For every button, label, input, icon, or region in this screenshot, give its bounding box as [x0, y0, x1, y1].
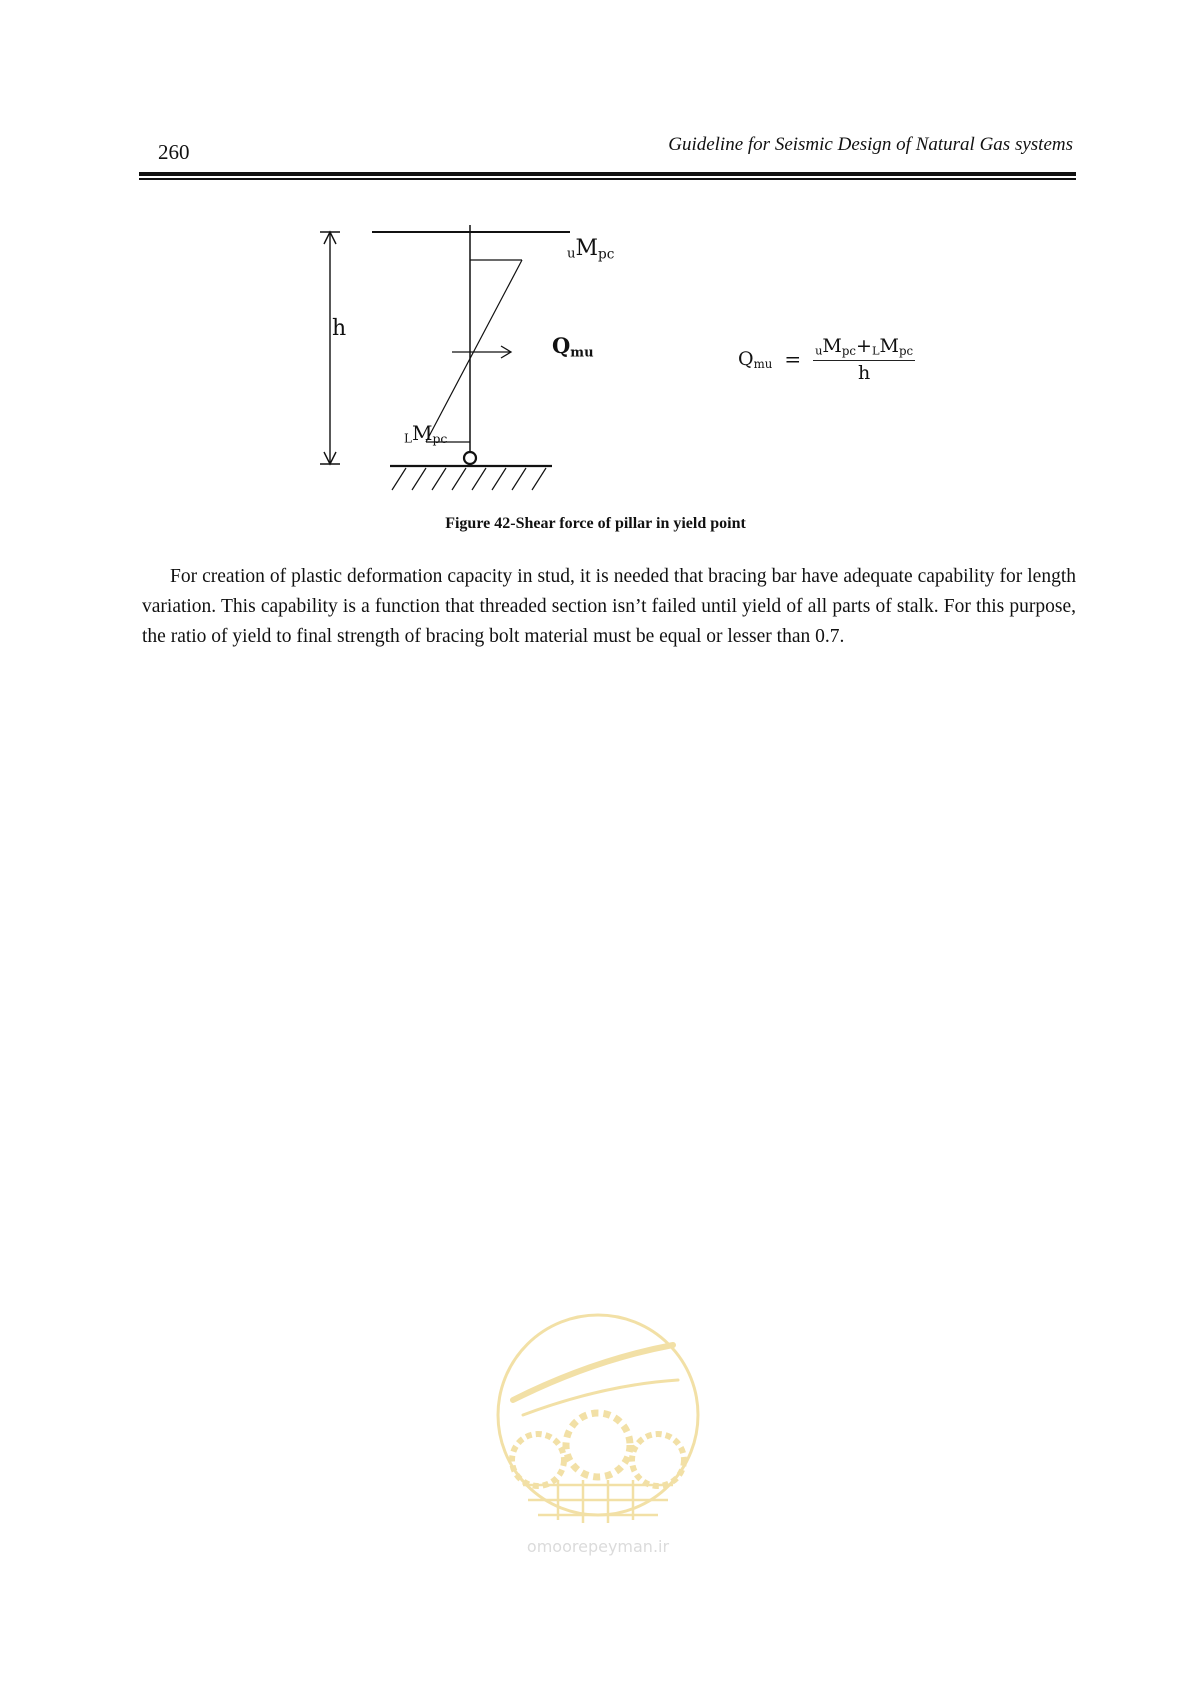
header-rule-thin [139, 178, 1076, 180]
numerator-prefix-2: L [871, 343, 880, 358]
equation-equals: = [784, 347, 802, 372]
body-paragraph: For creation of plastic deformation capacity in stud, it is needed that bracing bar have adequate capability for length variation. This capability is a function that threaded section isn’t failed until yield of all parts of stalk. For this purpose, the ratio of yield to final strength of bracing bolt material must be equal or lesser than 0.7. [142, 566, 1076, 647]
shear-label [552, 335, 594, 359]
equation-denominator: h [857, 361, 871, 384]
equation-numerator [813, 335, 915, 361]
upper-moment-sub: pc [598, 246, 615, 263]
height-label: h [332, 316, 347, 341]
numerator-prefix-1: u [815, 343, 823, 358]
moment-diagonal [426, 260, 522, 442]
lower-moment-main: M [411, 421, 433, 445]
header-rule-thick [139, 172, 1076, 176]
lower-moment-prefix: L [404, 431, 412, 446]
equation-lhs-sub: mu [753, 356, 773, 371]
numerator-plus: + [856, 335, 872, 357]
lower-moment-label [404, 423, 447, 446]
shear-sub: mu [570, 345, 594, 361]
shear-main: Q [552, 333, 571, 358]
upper-moment-prefix: u [567, 246, 576, 262]
numerator-sub-1: pc [841, 343, 857, 358]
lower-moment-sub: pc [432, 431, 448, 447]
figure-caption: Figure 42-Shear force of pillar in yield point [445, 515, 746, 532]
equation-fraction [813, 335, 915, 384]
numerator-sub-2: pc [898, 343, 914, 358]
numerator-main-2: M [879, 335, 899, 357]
running-title: Guideline for Seismic Design of Natural Gas systems [668, 134, 1073, 155]
equation-lhs-main: Q [738, 348, 754, 370]
numerator-main-1: M [822, 335, 842, 357]
shear-equation [738, 335, 915, 384]
upper-moment-main: M [575, 236, 599, 261]
watermark-text: omoorepeyman.ir [526, 1537, 670, 1556]
ground-hatching [392, 468, 546, 490]
watermark [483, 1305, 713, 1575]
upper-moment-label [567, 238, 614, 262]
pillar-diagram [320, 220, 580, 470]
equation-lhs [738, 348, 772, 371]
watermark-emblem-icon [483, 1305, 713, 1535]
page-number: 260 [158, 140, 190, 164]
pin-support [464, 452, 476, 464]
